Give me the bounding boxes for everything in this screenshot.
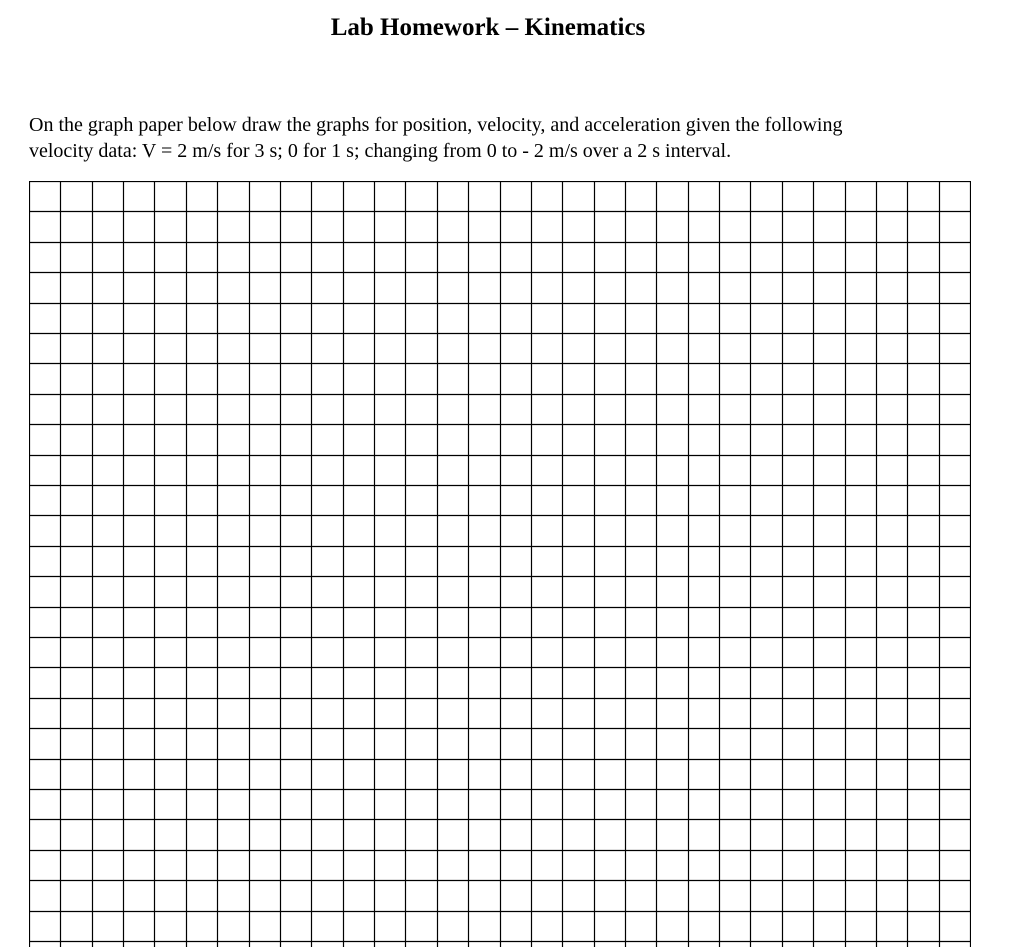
instructions-line-2: velocity data: V = 2 m/s for 3 s; 0 for 1 s; changing from 0 to - 2 m/s over a 2 s interval. — [29, 140, 732, 162]
graph-paper-svg — [29, 181, 971, 947]
instructions-text — [29, 112, 979, 164]
graph-paper-grid — [29, 181, 971, 947]
instructions-line-1: On the graph paper below draw the graphs for position, velocity, and acceleration given the following — [29, 114, 843, 136]
page-title: Lab Homework – Kinematics — [330, 14, 646, 41]
